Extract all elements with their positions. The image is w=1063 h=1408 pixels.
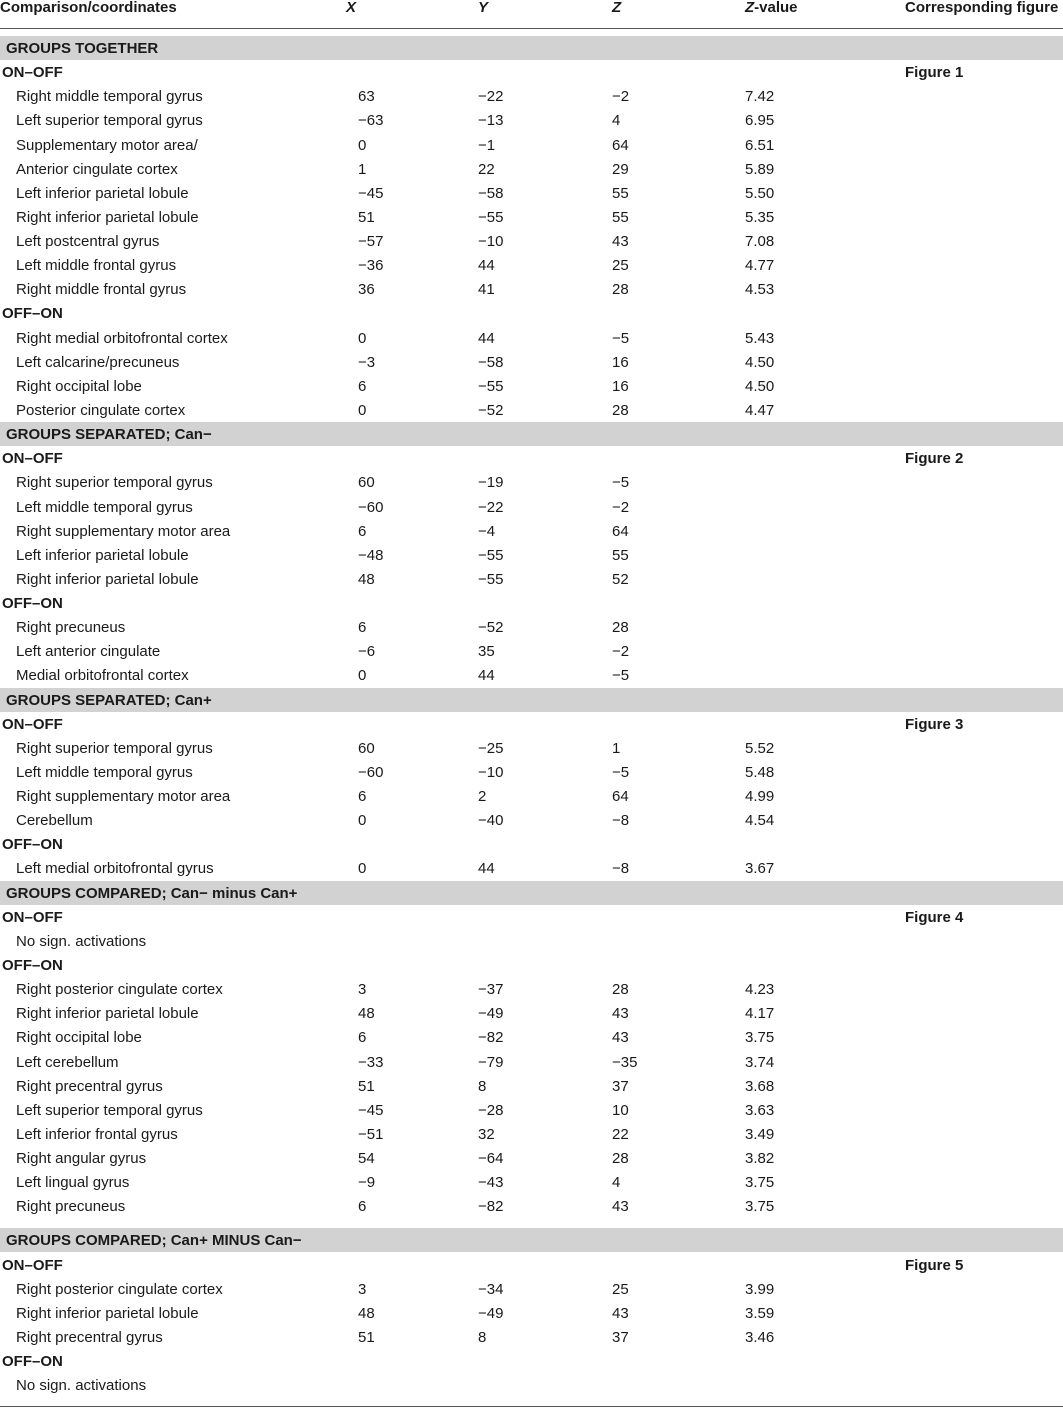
section-header-row xyxy=(0,1228,1063,1252)
z-value: 3.75 xyxy=(745,1029,775,1047)
z-value: 4.23 xyxy=(745,981,775,999)
corresponding-figure: Figure 1 xyxy=(905,64,964,82)
z-value: 3.59 xyxy=(745,1304,775,1322)
row-label: Left lingual gyrus xyxy=(16,1174,130,1192)
coord-z: 37 xyxy=(612,1077,629,1095)
coord-x: 0 xyxy=(358,329,367,347)
table-row xyxy=(0,133,1063,157)
coord-z: −5 xyxy=(612,474,630,492)
coord-y: −22 xyxy=(478,88,504,106)
corresponding-figure: Figure 3 xyxy=(905,715,964,733)
row-label: OFF–ON xyxy=(2,956,63,974)
coord-z: 37 xyxy=(612,1328,629,1346)
coord-z: 43 xyxy=(612,1005,629,1023)
table-row xyxy=(0,736,1063,760)
coord-x: 63 xyxy=(358,88,375,106)
row-label: Right superior temporal gyrus xyxy=(16,739,213,757)
coord-x: 48 xyxy=(358,1304,375,1322)
coord-x: 6 xyxy=(358,522,367,540)
coord-x: −33 xyxy=(358,1053,384,1071)
table-row xyxy=(0,181,1063,205)
coord-x: 60 xyxy=(358,474,375,492)
column-header-figure: Corresponding figure xyxy=(905,0,1059,16)
coord-y: 44 xyxy=(478,667,495,685)
z-value: 4.17 xyxy=(745,1005,775,1023)
row-label: Right occipital lobe xyxy=(16,1029,142,1047)
row-label: Left middle frontal gyrus xyxy=(16,257,177,275)
row-label: Left medial orbitofrontal gyrus xyxy=(16,860,214,878)
coord-y: 41 xyxy=(478,281,495,299)
row-label: Right inferior parietal lobule xyxy=(16,1304,199,1322)
z-value: 4.54 xyxy=(745,812,775,830)
z-value: 4.50 xyxy=(745,377,775,395)
table-row xyxy=(0,84,1063,108)
z-value: 4.77 xyxy=(745,257,775,275)
section-header-row xyxy=(0,881,1063,905)
row-label: Left superior temporal gyrus xyxy=(16,1101,203,1119)
coord-x: 48 xyxy=(358,570,375,588)
table-row xyxy=(0,1001,1063,1025)
coord-y: −10 xyxy=(478,763,504,781)
coord-y: 8 xyxy=(478,1077,487,1095)
coord-z: 43 xyxy=(612,1029,629,1047)
coord-y: −13 xyxy=(478,112,504,130)
row-label: Cerebellum xyxy=(16,812,93,830)
row-label: Right inferior parietal lobule xyxy=(16,1005,199,1023)
subsection-row xyxy=(0,301,1063,325)
coord-y: −43 xyxy=(478,1174,504,1192)
coord-y: −25 xyxy=(478,739,504,757)
coord-y: −22 xyxy=(478,498,504,516)
row-label: Right superior temporal gyrus xyxy=(16,474,213,492)
row-label: Right angular gyrus xyxy=(16,1150,147,1167)
coord-x: 6 xyxy=(358,788,367,805)
coord-x: 0 xyxy=(358,860,367,878)
coord-z: −5 xyxy=(612,667,630,685)
z-value: 3.49 xyxy=(745,1125,775,1143)
z-value: 3.68 xyxy=(745,1077,775,1095)
z-value: 3.74 xyxy=(745,1053,775,1071)
bottom-divider xyxy=(0,1406,1063,1407)
row-label: Left postcentral gyrus xyxy=(16,233,160,250)
table-row xyxy=(0,1325,1063,1349)
coord-z: −5 xyxy=(612,329,630,347)
table-row xyxy=(0,1277,1063,1301)
coord-x: 1 xyxy=(358,160,367,178)
table-row xyxy=(0,205,1063,229)
row-label: Right medial orbitofrontal cortex xyxy=(16,329,228,347)
coord-z: 10 xyxy=(612,1101,629,1119)
coord-x: 6 xyxy=(358,377,367,395)
coord-z: 25 xyxy=(612,257,629,275)
coord-x: −48 xyxy=(358,546,384,564)
row-label: Right inferior parietal lobule xyxy=(16,570,199,588)
column-header-zvalue-z: Z xyxy=(745,0,755,16)
coord-y: −58 xyxy=(478,353,504,371)
z-value: 5.50 xyxy=(745,184,775,202)
table-row xyxy=(0,1025,1063,1049)
table-row xyxy=(0,1098,1063,1122)
table-row xyxy=(0,277,1063,301)
coord-y: −52 xyxy=(478,401,504,419)
table-row xyxy=(0,784,1063,808)
table-row xyxy=(0,615,1063,639)
coord-y: −58 xyxy=(478,184,504,202)
row-label: Right middle temporal gyrus xyxy=(16,88,203,106)
coord-y: 44 xyxy=(478,257,495,275)
coord-y: −19 xyxy=(478,474,504,492)
row-label: GROUPS COMPARED; Can− minus Can+ xyxy=(6,884,298,902)
coord-z: 28 xyxy=(612,401,629,419)
row-label: GROUPS SEPARATED; Can− xyxy=(6,426,212,444)
coord-z: 43 xyxy=(612,1198,629,1216)
row-label: OFF–ON xyxy=(2,595,63,612)
coord-x: 48 xyxy=(358,1005,375,1023)
row-label: No sign. activations xyxy=(16,1377,147,1395)
row-label: Right posterior cingulate cortex xyxy=(16,1280,223,1298)
coord-z: 4 xyxy=(612,112,621,130)
table-row xyxy=(0,1373,1063,1397)
corresponding-figure: Figure 2 xyxy=(905,450,964,468)
coord-y: −82 xyxy=(478,1029,504,1047)
coord-z: −5 xyxy=(612,763,630,781)
table-row xyxy=(0,760,1063,784)
table-header xyxy=(0,0,1063,24)
z-value: 5.89 xyxy=(745,160,775,178)
coord-y: −37 xyxy=(478,981,504,999)
z-value: 5.35 xyxy=(745,208,775,226)
coord-z: 28 xyxy=(612,281,629,299)
coord-x: 54 xyxy=(358,1150,375,1167)
subsection-row xyxy=(0,832,1063,856)
coord-z: −35 xyxy=(612,1053,638,1071)
row-label: Right precentral gyrus xyxy=(16,1328,163,1346)
table-row xyxy=(0,808,1063,832)
coord-y: 44 xyxy=(478,329,495,347)
coord-y: −40 xyxy=(478,812,504,830)
coord-z: 55 xyxy=(612,208,629,226)
row-label: Left cerebellum xyxy=(16,1053,119,1071)
table-row xyxy=(0,1146,1063,1170)
row-label: Right precuneus xyxy=(16,619,126,637)
row-label: GROUPS TOGETHER xyxy=(6,40,159,57)
coord-y: −55 xyxy=(478,570,504,588)
z-value: 7.08 xyxy=(745,233,775,250)
row-label: ON–OFF xyxy=(2,450,63,468)
coord-x: 60 xyxy=(358,739,375,757)
row-label: No sign. activations xyxy=(16,932,147,950)
coord-z: 55 xyxy=(612,184,629,202)
table-row xyxy=(0,470,1063,494)
coord-z: −2 xyxy=(612,498,630,516)
coord-z: −8 xyxy=(612,860,630,878)
column-header-zvalue-suffix: -value xyxy=(754,0,798,16)
z-value: 7.42 xyxy=(745,88,775,106)
row-label: Left superior temporal gyrus xyxy=(16,112,203,130)
row-label: OFF–ON xyxy=(2,836,63,854)
row-label: ON–OFF xyxy=(2,64,63,82)
coord-y: −4 xyxy=(478,522,496,540)
subsection-row xyxy=(0,1253,1063,1277)
table-row xyxy=(0,567,1063,591)
coord-y: −34 xyxy=(478,1280,504,1298)
coord-y: −10 xyxy=(478,233,504,250)
column-header-y: Y xyxy=(478,0,489,16)
coord-x: 3 xyxy=(358,981,367,999)
coord-x: 51 xyxy=(358,208,375,226)
table-row xyxy=(0,1050,1063,1074)
row-label: Left middle temporal gyrus xyxy=(16,763,193,781)
subsection-row xyxy=(0,446,1063,470)
row-label: Left calcarine/precuneus xyxy=(16,353,180,371)
coord-y: 32 xyxy=(478,1125,495,1143)
header-divider xyxy=(0,28,1063,29)
coord-z: 16 xyxy=(612,377,629,395)
coord-y: −28 xyxy=(478,1101,504,1119)
row-label: Left inferior frontal gyrus xyxy=(16,1125,178,1143)
subsection-row xyxy=(0,60,1063,84)
table-row xyxy=(0,1170,1063,1194)
column-header-x: X xyxy=(346,0,357,16)
row-label: Right precentral gyrus xyxy=(16,1077,163,1095)
z-value: 4.50 xyxy=(745,353,775,371)
column-header-z: Z xyxy=(612,0,622,16)
coord-y: 8 xyxy=(478,1328,487,1346)
row-label: Left inferior parietal lobule xyxy=(16,184,189,202)
coord-z: 43 xyxy=(612,1304,629,1322)
row-label: Anterior cingulate cortex xyxy=(16,160,178,178)
row-label: Right precuneus xyxy=(16,1198,126,1216)
coord-z: 64 xyxy=(612,522,629,540)
row-label: Right supplementary motor area xyxy=(16,522,231,540)
z-value: 3.99 xyxy=(745,1280,775,1298)
coord-y: 35 xyxy=(478,643,495,661)
coord-x: −45 xyxy=(358,184,384,202)
z-value: 4.53 xyxy=(745,281,775,299)
table-row xyxy=(0,398,1063,422)
table-row xyxy=(0,519,1063,543)
subsection-row xyxy=(0,905,1063,929)
coord-x: 51 xyxy=(358,1328,375,1346)
coord-z: 28 xyxy=(612,981,629,999)
table-row xyxy=(0,374,1063,398)
z-value: 6.95 xyxy=(745,112,775,130)
subsection-row xyxy=(0,712,1063,736)
coord-y: −52 xyxy=(478,619,504,637)
z-value: 4.99 xyxy=(745,788,775,805)
coord-x: 3 xyxy=(358,1280,367,1298)
coord-z: 16 xyxy=(612,353,629,371)
coord-y: −55 xyxy=(478,546,504,564)
table-row xyxy=(0,543,1063,567)
coord-z: −2 xyxy=(612,88,630,106)
z-value: 3.67 xyxy=(745,860,775,878)
coord-x: 6 xyxy=(358,1198,367,1216)
coord-x: −6 xyxy=(358,643,376,661)
coord-y: −49 xyxy=(478,1005,504,1023)
subsection-row xyxy=(0,1349,1063,1373)
coord-z: −2 xyxy=(612,643,630,661)
table-row xyxy=(0,229,1063,253)
coord-x: −51 xyxy=(358,1125,384,1143)
z-value: 5.48 xyxy=(745,763,775,781)
row-label: OFF–ON xyxy=(2,305,63,323)
coord-y: −49 xyxy=(478,1304,504,1322)
section-header-row xyxy=(0,422,1063,446)
table-row xyxy=(0,253,1063,277)
coord-y: 44 xyxy=(478,860,495,878)
table-row xyxy=(0,663,1063,687)
row-label: Posterior cingulate cortex xyxy=(16,401,186,419)
corresponding-figure: Figure 4 xyxy=(905,908,964,926)
row-label: GROUPS SEPARATED; Can+ xyxy=(6,691,212,709)
coord-x: 0 xyxy=(358,812,367,830)
coord-y: −1 xyxy=(478,136,496,154)
coord-y: −55 xyxy=(478,208,504,226)
coord-x: 51 xyxy=(358,1077,375,1095)
coord-x: −45 xyxy=(358,1101,384,1119)
coord-x: 36 xyxy=(358,281,375,299)
column-header-zvalue xyxy=(745,0,798,16)
row-label: ON–OFF xyxy=(2,1256,63,1274)
coord-y: −55 xyxy=(478,377,504,395)
row-label: Supplementary motor area/ xyxy=(16,136,198,154)
coord-x: 0 xyxy=(358,136,367,154)
coord-x: −60 xyxy=(358,498,384,516)
z-value: 3.63 xyxy=(745,1101,775,1119)
coord-x: −3 xyxy=(358,353,376,371)
coord-x: 0 xyxy=(358,401,367,419)
section-header-row xyxy=(0,688,1063,712)
z-value: 5.43 xyxy=(745,329,775,347)
coord-z: 64 xyxy=(612,788,629,805)
coord-x: 6 xyxy=(358,1029,367,1047)
row-label: OFF–ON xyxy=(2,1353,63,1370)
coord-z: 52 xyxy=(612,570,629,588)
row-label: Medial orbitofrontal cortex xyxy=(16,667,189,685)
table-row xyxy=(0,977,1063,1001)
coord-z: 28 xyxy=(612,619,629,637)
z-value: 6.51 xyxy=(745,136,775,154)
coord-x: −57 xyxy=(358,233,384,250)
coord-y: 22 xyxy=(478,160,495,178)
z-value: 3.75 xyxy=(745,1198,775,1216)
coord-x: 0 xyxy=(358,667,367,685)
coord-y: −79 xyxy=(478,1053,504,1071)
coord-x: −36 xyxy=(358,257,384,275)
z-value: 5.52 xyxy=(745,739,775,757)
row-label: ON–OFF xyxy=(2,908,63,926)
row-label: Left middle temporal gyrus xyxy=(16,498,193,516)
corresponding-figure: Figure 5 xyxy=(905,1256,964,1274)
coord-x: −9 xyxy=(358,1174,376,1192)
z-value: 4.47 xyxy=(745,401,775,419)
coord-z: 22 xyxy=(612,1125,629,1143)
table-row xyxy=(0,326,1063,350)
table-row xyxy=(0,495,1063,519)
row-label: GROUPS COMPARED; Can+ MINUS Can− xyxy=(6,1232,302,1250)
table-row xyxy=(0,157,1063,181)
row-label: Right middle frontal gyrus xyxy=(16,281,187,299)
coord-x: −60 xyxy=(358,763,384,781)
row-label: Right posterior cingulate cortex xyxy=(16,981,223,999)
table-row xyxy=(0,639,1063,663)
z-value: 3.82 xyxy=(745,1150,775,1167)
z-value: 3.75 xyxy=(745,1174,775,1192)
table-row xyxy=(0,350,1063,374)
coord-z: 43 xyxy=(612,233,629,250)
row-label: Right inferior parietal lobule xyxy=(16,208,199,226)
table-row xyxy=(0,1194,1063,1218)
coord-z: 1 xyxy=(612,739,621,757)
table-row xyxy=(0,1074,1063,1098)
coord-z: 64 xyxy=(612,136,629,154)
coord-y: −82 xyxy=(478,1198,504,1216)
table-row xyxy=(0,929,1063,953)
coord-z: 29 xyxy=(612,160,629,178)
coord-x: −63 xyxy=(358,112,384,130)
subsection-row xyxy=(0,953,1063,977)
row-label: ON–OFF xyxy=(2,715,63,733)
row-label: Left anterior cingulate xyxy=(16,643,161,661)
coord-z: 28 xyxy=(612,1150,629,1167)
coord-z: 55 xyxy=(612,546,629,564)
subsection-row xyxy=(0,591,1063,615)
coord-x: 6 xyxy=(358,619,367,637)
z-value: 3.46 xyxy=(745,1328,775,1346)
coord-z: −8 xyxy=(612,812,630,830)
table-row xyxy=(0,1122,1063,1146)
row-label: Left inferior parietal lobule xyxy=(16,546,189,564)
column-header-comparison: Comparison/coordinates xyxy=(0,0,177,16)
table-row xyxy=(0,108,1063,132)
row-label: Right occipital lobe xyxy=(16,377,142,395)
coord-z: 25 xyxy=(612,1280,629,1298)
section-header-row xyxy=(0,36,1063,60)
row-label: Right supplementary motor area xyxy=(16,788,231,805)
coord-y: 2 xyxy=(478,788,487,805)
table-row xyxy=(0,856,1063,880)
table-row xyxy=(0,1301,1063,1325)
coord-z: 4 xyxy=(612,1174,621,1192)
coord-y: −64 xyxy=(478,1150,504,1167)
